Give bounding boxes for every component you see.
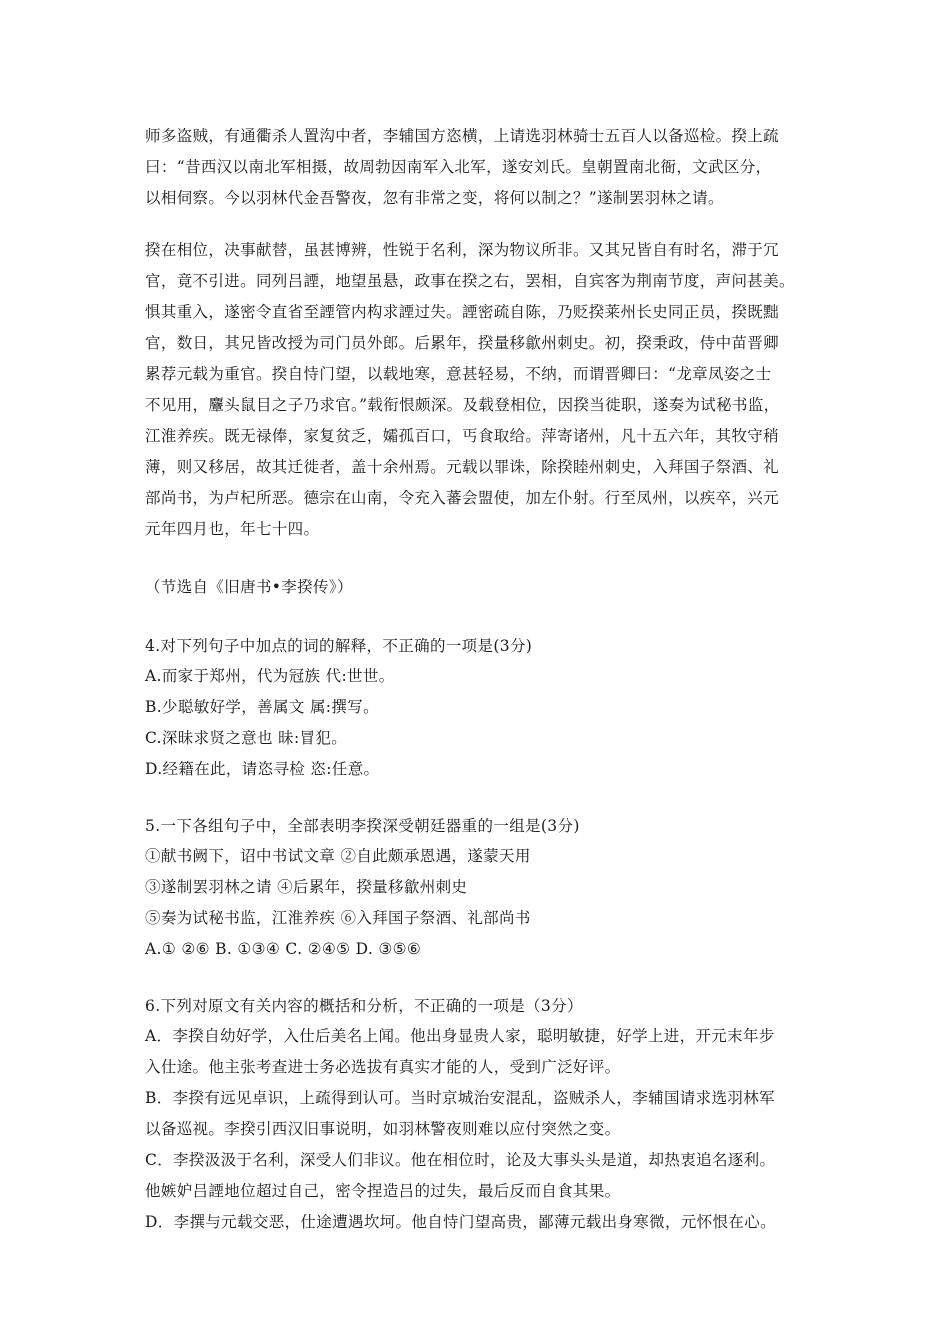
answer-option-line: 他嫉妒吕諲地位超过自己，密令捏造吕的过失，最后反而自食其果。: [145, 1182, 621, 1200]
passage-line: 不见用，麞头鼠目之子乃求官。”载衔恨颇深。及载登相位，因揆当徙职，遂奏为试秘书监，: [145, 396, 780, 414]
question-stem: 5.一下各组句子中，全部表明李揆深受朝廷器重的一组是(3分): [145, 817, 580, 835]
passage-line: 累荐元载为重官。揆自恃门望，以载地寒，意甚轻易，不纳，而谓晋卿曰：“龙章凤姿之士: [145, 365, 772, 383]
sentence-group: ③遂制罢羽林之请 ④后累年，揆量移歙州刺史: [145, 878, 468, 896]
answer-option-line: 以备巡视。李揆引西汉旧事说明，如羽林警夜则难以应付突然之变。: [145, 1120, 621, 1138]
question-stem: 4.对下列句子中加点的词的解释，不正确的一项是(3分): [145, 637, 533, 655]
passage-line: 以相伺察。今以羽林代金吾警夜，忽有非常之变，将何以制之？”遂制罢羽林之请。: [145, 189, 724, 207]
passage-line: 师多盗贼，有通衢杀人置沟中者，李辅国方恣横，上请选羽林骑士五百人以备巡检。揆上疏: [145, 127, 780, 145]
answer-option-line: 入仕途。他主张考查进士务必选拔有真实才能的人，受到广泛好评。: [145, 1058, 621, 1076]
answer-option: A.而家于郑州，代为冠族 代:世世。: [145, 667, 395, 685]
passage-line: 官，竟不引进。同列吕諲，地望虽悬，政事在揆之右，罢相，自宾客为荆南节度，声问甚美。: [145, 272, 795, 290]
passage-line: 部尚书，为卢杞所恶。德宗在山南，令充入蕃会盟使，加左仆射。行至凤州，以疾卒，兴元: [145, 489, 780, 507]
answer-option-line: A．李揆自幼好学，入仕后美名上闻。他出身显贵人家，聪明敏捷，好学上进，开元末年步: [145, 1027, 775, 1045]
answer-options: A.① ②⑥ B. ①③④ C. ②④⑤ D. ③⑤⑥: [145, 940, 422, 958]
sentence-group: ①献书阙下，诏中书试文章 ②自此颇承恩遇，遂蒙天用: [145, 847, 531, 865]
answer-option: B.少聪敏好学，善属文 属:撰写。: [145, 698, 379, 716]
source-line: （节选自《旧唐书•李揆传》）: [145, 578, 353, 596]
passage-line: 官，数日，其兄皆改授为司门员外郎。后累年，揆量移歙州刺史。初，揆秉政，侍中苗晋卿: [145, 334, 780, 352]
answer-option-line: D．李撰与元载交恶，仕途遭遇坎坷。他自恃门望高贵，鄙薄元载出身寒微，元怀恨在心。: [145, 1213, 776, 1231]
passage-line: 曰：“昔西汉以南北军相摄，故周勃因南军入北军，遂安刘氏。皇朝置南北衙，文武区分，: [145, 158, 772, 176]
passage-line: 元年四月也，年七十四。: [145, 520, 320, 538]
passage-line: 江淮养疾。既无禄俸，家复贫乏，孀孤百口，丐食取给。萍寄诸州，凡十五六年，其牧守稍: [145, 427, 780, 445]
sentence-group: ⑤奏为试秘书监，江淮养疾 ⑥入拜国子祭酒、礼部尚书: [145, 909, 531, 927]
passage-line: 惧其重入，遂密令直省至諲管内构求諲过失。諲密疏自陈，乃贬揆莱州长史同正员，揆既黜: [145, 303, 780, 321]
answer-option: D.经籍在此，请恣寻检 恣:任意。: [145, 760, 380, 778]
answer-option-line: C．李揆汲汲于名利，深受人们非议。他在相位时，论及大事头头是道，却热衷追名逐利。: [145, 1151, 776, 1169]
answer-option: C.深昧求贤之意也 昧:冒犯。: [145, 729, 348, 747]
answer-option-line: B．李揆有远见卓识，上疏得到认可。当时京城治安混乱，盗贼杀人，李辅国请求选羽林军: [145, 1089, 775, 1107]
passage-line: 揆在相位，决事献替，虽甚博辨，性锐于名利，深为物议所非。又其兄皆自有时名，滞于冗: [145, 241, 780, 259]
passage-line: 薄，则又移居，故其迁徙者，盖十余州焉。元载以罪诛，除揆睦州刺史，入拜国子祭酒、礼: [145, 458, 780, 476]
question-stem: 6.下列对原文有关内容的概括和分析，不正确的一项是（3分）: [145, 997, 583, 1015]
